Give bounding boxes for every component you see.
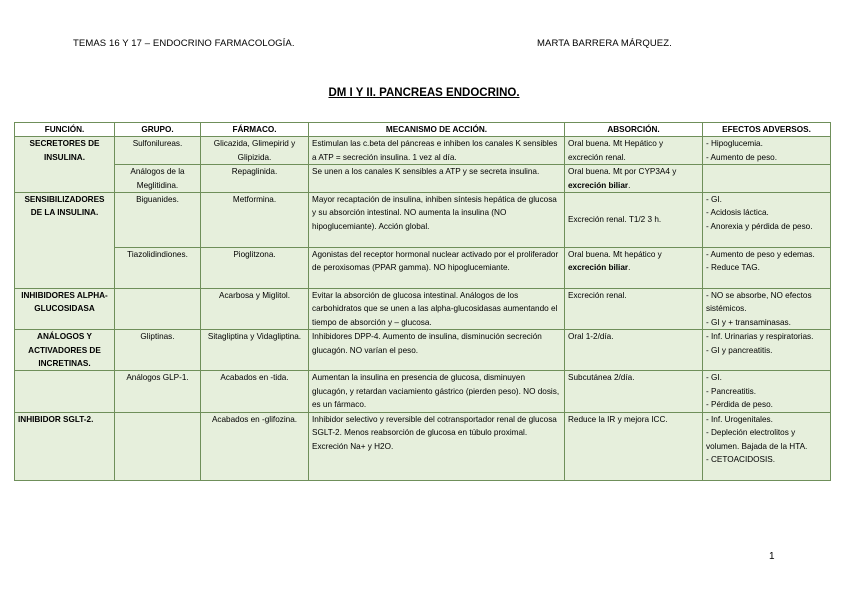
- page-title: DM I Y II. PANCREAS ENDOCRINO.: [328, 87, 520, 99]
- adverse-cell: [703, 137, 831, 165]
- group-cell: Biguanides.: [115, 193, 201, 248]
- mechanism-cell: Agonistas del receptor hormonal nuclear activado por el proliferador de peroxisomas (PPAR gamma). NO hipoglucemiante.: [309, 248, 565, 289]
- absorption-bold: excreción biliar: [568, 180, 629, 190]
- drug-cell: Acabados en -glifozina.: [201, 412, 309, 480]
- adverse-item: - GI y pancreatitis.: [706, 345, 773, 355]
- drug-cell: Sitagliptina y Vidagliptina.: [201, 330, 309, 371]
- absorption-cell: Oral buena. Mt Hepático y excreción renal.: [565, 137, 703, 165]
- adverse-item: - Pancreatitis.: [706, 386, 757, 396]
- mechanism-cell: Se unen a los canales K sensibles a ATP y se secreta insulina.: [309, 165, 565, 193]
- col-header-absorcion: ABSORCIÓN.: [565, 123, 703, 137]
- group-cell: Tiazolidindiones.: [115, 248, 201, 289]
- table-row: [15, 289, 831, 330]
- adverse-item: - NO se absorbe, NO efectos sistémicos.: [706, 291, 812, 314]
- adverse-cell: [703, 165, 831, 193]
- table-row: [15, 371, 831, 412]
- header-right: MARTA BARRERA MÁRQUEZ.: [537, 38, 672, 49]
- drug-cell: Acabados en -tida.: [201, 371, 309, 412]
- drug-cell: Glicazida, Glimepirid y Glipizida.: [201, 137, 309, 165]
- adverse-item: - GI.: [706, 373, 722, 383]
- adverse-item: - Pérdida de peso.: [706, 400, 773, 410]
- group-cell: Sulfonilureas.: [115, 137, 201, 165]
- absorption-cell: Excreción renal.: [565, 289, 703, 330]
- absorption-end: .: [628, 263, 631, 273]
- group-cell: Análogos de la Meglitidina.: [115, 165, 201, 193]
- col-header-mecanismo: MECANISMO DE ACCIÓN.: [309, 123, 565, 137]
- mechanism-cell: Aumentan la insulina en presencia de glucosa, disminuyen glucagón, y retardan vaciamiento gástrico (pierden peso). NO dosis, es un fármaco.: [309, 371, 565, 412]
- table-row: [15, 193, 831, 248]
- table-row: [15, 412, 831, 480]
- adverse-item: - GI.: [706, 195, 722, 205]
- function-cell-inhibidores-alpha: INHIBIDORES ALPHA-GLUCOSIDASA: [15, 289, 115, 330]
- group-cell: [115, 289, 201, 330]
- table-row: [15, 330, 831, 371]
- adverse-item: - Aumento de peso y edemas.: [706, 250, 815, 260]
- mechanism-cell: Mayor recaptación de insulina, inhiben síntesis hepática de glucosa y su absorción intestinal. NO aumenta la insulina (NO hipoglucemiante). Acción global.: [309, 193, 565, 248]
- table-row: [15, 248, 831, 289]
- col-header-efectos: EFECTOS ADVERSOS.: [703, 123, 831, 137]
- drug-cell: Acarbosa y Miglitol.: [201, 289, 309, 330]
- table-row: [15, 137, 831, 165]
- absorption-cell: [565, 248, 703, 289]
- absorption-end: .: [628, 180, 631, 190]
- absorption-cell: [565, 165, 703, 193]
- function-cell-secretores: SECRETORES DE INSULINA.: [15, 137, 115, 193]
- mechanism-cell: Inhibidor selectivo y reversible del cotransportador renal de glucosa SGLT-2. Menos reabsorción de glucosa en túbulo proximal. Excreción Na+ y H2O.: [309, 412, 565, 480]
- absorption-cell: Subcutánea 2/día.: [565, 371, 703, 412]
- drug-cell: Repaglinida.: [201, 165, 309, 193]
- col-header-grupo: GRUPO.: [115, 123, 201, 137]
- mechanism-cell: Estimulan las c.beta del páncreas e inhiben los canales K sensibles a ATP = secreción insulina. 1 vez al día.: [309, 137, 565, 165]
- mechanism-cell: Inhibidores DPP-4. Aumento de insulina, disminución secreción glucagón. NO varían el peso.: [309, 330, 565, 371]
- adverse-item: - Depleción electrolitos y volumen. Bajada de la HTA.: [706, 428, 808, 451]
- adverse-item: - Aumento de peso.: [706, 152, 778, 162]
- page-number: 1: [769, 551, 775, 562]
- absorption-bold: excreción biliar: [568, 263, 629, 273]
- drug-cell: Pioglitzona.: [201, 248, 309, 289]
- group-cell: Gliptinas.: [115, 330, 201, 371]
- adverse-cell: [703, 193, 831, 248]
- adverse-cell: [703, 330, 831, 371]
- function-cell-sensibilizadores: SENSIBILIZADORES DE LA INSULINA.: [15, 193, 115, 289]
- adverse-item: - GI y + transaminasas.: [706, 317, 791, 327]
- absorption-cell: Oral 1-2/día.: [565, 330, 703, 371]
- adverse-item: - Inf. Urogenitales.: [706, 414, 773, 424]
- adverse-item: - Hipoglucemia.: [706, 139, 763, 149]
- adverse-cell: [703, 248, 831, 289]
- table-header-row: [15, 123, 831, 137]
- drug-table: [14, 122, 831, 481]
- adverse-cell: [703, 412, 831, 480]
- col-header-funcion: FUNCIÓN.: [15, 123, 115, 137]
- col-header-farmaco: FÁRMACO.: [201, 123, 309, 137]
- drug-cell: Metformina.: [201, 193, 309, 248]
- adverse-item: - Inf. Urinarias y respiratorias.: [706, 332, 814, 342]
- group-cell: Análogos GLP-1.: [115, 371, 201, 412]
- adverse-cell: [703, 371, 831, 412]
- adverse-cell: [703, 289, 831, 330]
- adverse-item: - CETOACIDOSIS.: [706, 454, 775, 464]
- header-left: TEMAS 16 Y 17 – ENDOCRINO FARMACOLOGÍA.: [73, 38, 295, 49]
- group-cell: [115, 412, 201, 480]
- mechanism-cell: Evitar la absorción de glucosa intestinal. Análogos de los carbohidratos que se unen a las alpha-glucosidasas aumentando el tiempo de absorción y – glucosa.: [309, 289, 565, 330]
- function-cell-incretinas: ANÁLOGOS Y ACTIVADORES DE INCRETINAS.: [15, 330, 115, 371]
- absorption-text: Oral buena. Mt por CYP3A4 y: [568, 167, 677, 177]
- absorption-cell: Reduce la IR y mejora ICC.: [565, 412, 703, 480]
- function-cell-sglt2: INHIBIDOR SGLT-2.: [15, 412, 115, 480]
- adverse-item: - Reduce TAG.: [706, 263, 760, 273]
- absorption-cell: Excreción renal. T1/2 3 h.: [565, 193, 703, 248]
- function-cell-empty: [15, 371, 115, 412]
- table-row: [15, 165, 831, 193]
- absorption-text: Oral buena. Mt hepático y: [568, 250, 662, 260]
- adverse-item: - Acidosis láctica.: [706, 208, 769, 218]
- adverse-item: - Anorexia y pérdida de peso.: [706, 221, 813, 231]
